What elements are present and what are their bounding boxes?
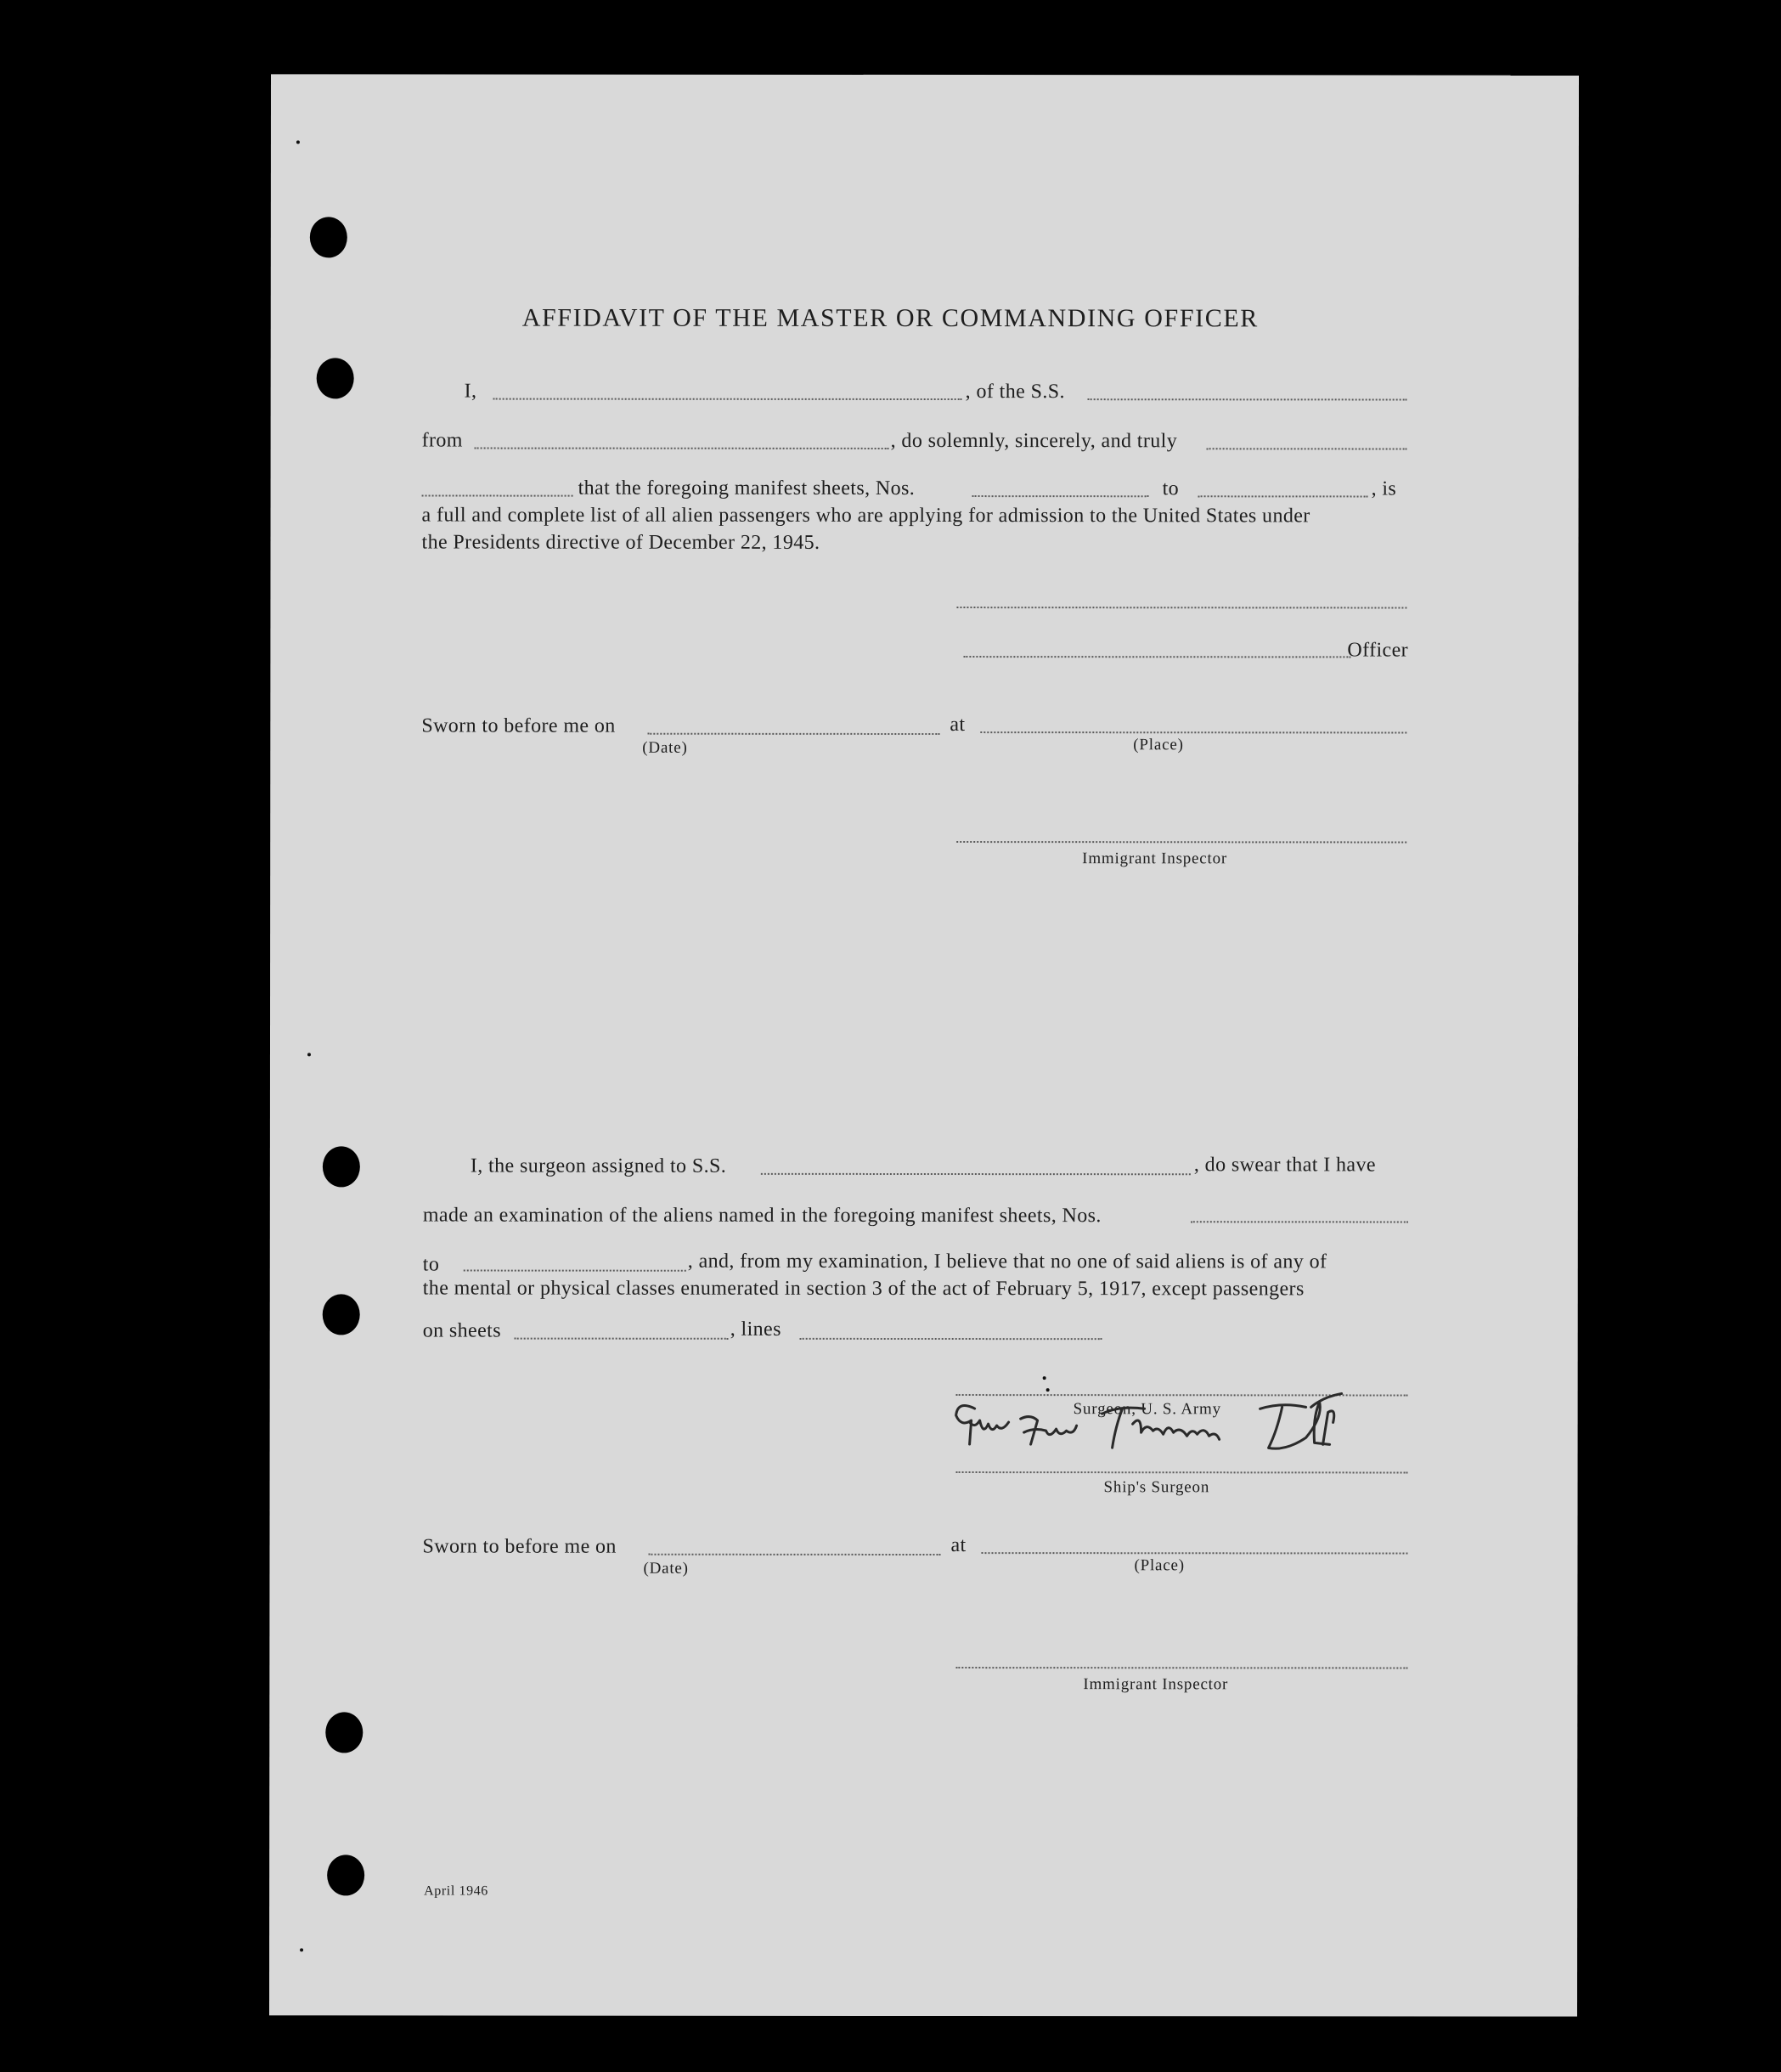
punch-hole bbox=[323, 1294, 360, 1335]
punch-hole bbox=[327, 1855, 364, 1895]
punch-hole bbox=[325, 1712, 363, 1753]
surgeon-sworn-date-field[interactable] bbox=[648, 1554, 940, 1555]
punch-hole bbox=[317, 358, 354, 398]
surgeon-sheets-from-field[interactable] bbox=[1191, 1221, 1408, 1222]
except-lines-field[interactable] bbox=[800, 1338, 1102, 1340]
sworn-place-field[interactable] bbox=[980, 731, 1406, 733]
surgeon-signature bbox=[950, 1383, 1459, 1486]
inspector-label: Immigrant Inspector bbox=[1082, 850, 1228, 868]
affidavit-line5: the Presidents directive of December 22, 1945. bbox=[421, 531, 820, 554]
oath-word-field-2[interactable] bbox=[422, 494, 573, 496]
affidavit-title: AFFIDAVIT OF THE MASTER OR COMMANDING OFFICER bbox=[521, 303, 1259, 333]
speck bbox=[1043, 1376, 1046, 1380]
surgeon-sworn-place-field[interactable] bbox=[981, 1552, 1407, 1554]
affidavit-line1-start: I, bbox=[464, 380, 477, 403]
name-field[interactable] bbox=[493, 398, 962, 400]
place-label: (Place) bbox=[1133, 736, 1184, 754]
surgeon-line3-start: to bbox=[422, 1253, 440, 1276]
oath-word-field[interactable] bbox=[1207, 448, 1407, 449]
date-label: (Date) bbox=[642, 738, 688, 757]
officer-label: Officer bbox=[1347, 639, 1409, 662]
affidavit-line3-to: to bbox=[1162, 477, 1180, 500]
surgeon-line5-start: on sheets bbox=[422, 1319, 501, 1342]
sworn-label: Sworn to before me on bbox=[421, 714, 616, 737]
affidavit-line2-mid: , do solemnly, sincerely, and truly bbox=[890, 429, 1178, 453]
surgeon-line2: made an examination of the aliens named in the foregoing manifest sheets, Nos. bbox=[422, 1204, 1102, 1228]
surgeon-date-label: (Date) bbox=[643, 1559, 689, 1578]
punch-hole bbox=[323, 1146, 360, 1187]
surgeon-ship-field[interactable] bbox=[761, 1173, 1191, 1175]
inspector-signature-line[interactable] bbox=[956, 841, 1406, 843]
affidavit-line3-end: , is bbox=[1371, 477, 1397, 500]
affidavit-line1-mid: , of the S.S. bbox=[965, 381, 1065, 404]
ship-name-field[interactable] bbox=[1088, 398, 1407, 400]
affidavit-line2-start: from bbox=[421, 429, 463, 452]
army-label: Surgeon, U. S. Army bbox=[1073, 1400, 1221, 1419]
officer-signature-line[interactable] bbox=[956, 607, 1406, 608]
at-label: at bbox=[950, 714, 966, 737]
from-port-field[interactable] bbox=[475, 448, 889, 449]
sworn-date-field[interactable] bbox=[647, 733, 939, 735]
officer-title-line[interactable] bbox=[963, 656, 1350, 658]
surgeon-inspector-label: Immigrant Inspector bbox=[1083, 1675, 1229, 1694]
affidavit-line4: a full and complete list of all alien passengers who are applying for admission to the United States under bbox=[421, 504, 1310, 528]
surgeon-sheets-to-field[interactable] bbox=[464, 1270, 686, 1272]
ships-surgeon-label: Ship's Surgeon bbox=[1103, 1478, 1210, 1497]
surgeon-inspector-line[interactable] bbox=[955, 1667, 1407, 1668]
except-sheets-field[interactable] bbox=[515, 1338, 729, 1340]
speck bbox=[296, 140, 300, 144]
surgeon-line4: the mental or physical classes enumerated in section 3 of the act of February 5, 1917, except passengers bbox=[422, 1277, 1305, 1301]
surgeon-line1-end: , do swear that I have bbox=[1193, 1154, 1376, 1177]
speck bbox=[307, 1053, 311, 1056]
sheets-from-field[interactable] bbox=[972, 495, 1149, 497]
affidavit-line3-mid: that the foregoing manifest sheets, Nos. bbox=[578, 477, 916, 500]
punch-hole bbox=[310, 217, 347, 257]
surgeon-line5-mid: , lines bbox=[730, 1318, 781, 1341]
surgeon-place-label: (Place) bbox=[1134, 1556, 1185, 1575]
sheets-to-field[interactable] bbox=[1198, 495, 1368, 497]
surgeon-at-label: at bbox=[950, 1534, 967, 1557]
form-date: April 1946 bbox=[424, 1883, 488, 1899]
surgeon-sworn-label: Sworn to before me on bbox=[422, 1535, 617, 1558]
surgeon-line3-end: , and, from my examination, I believe that no one of said aliens is of any of bbox=[687, 1250, 1327, 1273]
speck bbox=[300, 1948, 303, 1951]
document-page bbox=[269, 74, 1579, 2016]
surgeon-line1-start: I, the surgeon assigned to S.S. bbox=[470, 1155, 727, 1177]
